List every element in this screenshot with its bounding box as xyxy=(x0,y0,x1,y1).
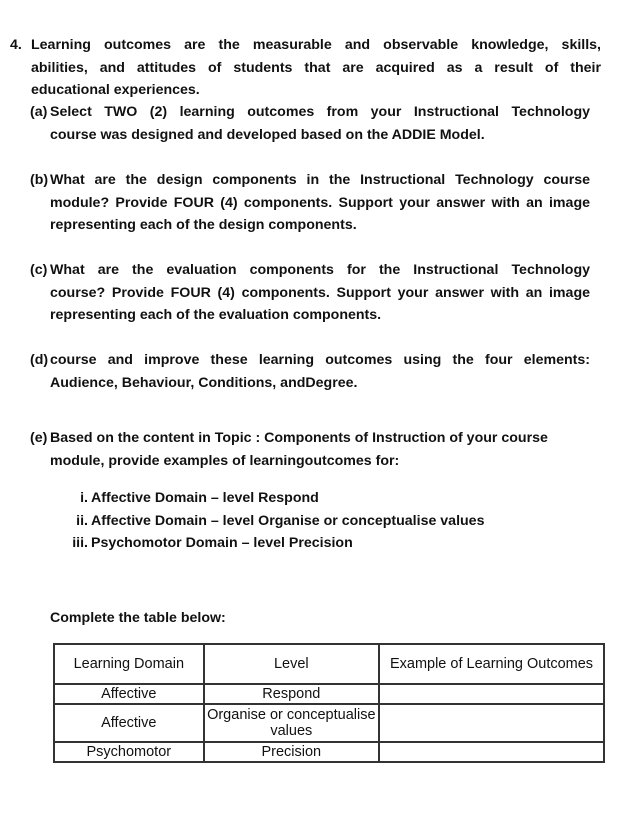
intro-line: Learning outcomes are the measurable and observable knowledge, skills, xyxy=(31,37,601,53)
part-label: (e) xyxy=(30,430,48,446)
roman-numeral: ii. xyxy=(76,513,88,529)
cell-level: Organise or conceptualise values xyxy=(204,704,379,742)
cell-domain: Affective xyxy=(54,704,204,742)
part-label: (d) xyxy=(30,352,49,368)
table-header-row xyxy=(54,644,604,684)
part-line: Select TWO (2) learning outcomes from your Instructional Technology xyxy=(50,104,590,120)
part-line: representing each of the design components. xyxy=(50,217,357,233)
cell-level: Respond xyxy=(204,684,379,704)
part-label: (b) xyxy=(30,172,49,188)
cell-example[interactable] xyxy=(379,704,604,742)
cell-example[interactable] xyxy=(379,742,604,762)
table-row xyxy=(54,704,604,742)
part-a xyxy=(30,101,590,146)
header-example: Example of Learning Outcomes xyxy=(379,644,604,684)
intro-line: abilities, and attitudes of students that are acquired as a result of their xyxy=(31,59,601,76)
part-label: (c) xyxy=(30,262,48,278)
part-b xyxy=(30,169,590,237)
header-level: Level xyxy=(204,644,379,684)
table-row xyxy=(54,742,604,762)
part-d xyxy=(30,349,590,394)
part-label: (a) xyxy=(30,104,48,120)
part-c xyxy=(30,259,590,327)
part-line: Audience, Behaviour, Conditions, andDegree. xyxy=(50,374,358,391)
roman-text: Affective Domain – level Organise or conceptualise values xyxy=(91,513,485,529)
table-instruction: Complete the table below: xyxy=(50,610,226,626)
intro-line: educational experiences. xyxy=(31,82,200,98)
part-line: What are the evaluation components for the Instructional Technology xyxy=(50,262,590,278)
part-line: representing each of the evaluation components. xyxy=(50,307,382,323)
question-number: 4. xyxy=(10,37,22,53)
header-learning-domain: Learning Domain xyxy=(54,644,204,684)
part-e xyxy=(30,427,580,472)
part-line: course? Provide FOUR (4) components. Support your answer with an image xyxy=(50,284,590,301)
cell-domain: Psychomotor xyxy=(54,742,204,762)
part-line: course and improve these learning outcomes using the four elements: xyxy=(50,352,590,368)
part-line: course was designed and developed based on the ADDIE Model. xyxy=(50,126,485,143)
cell-example[interactable] xyxy=(379,684,604,704)
cell-level: Precision xyxy=(204,742,379,762)
roman-numeral: i. xyxy=(80,490,88,506)
part-line: What are the design components in the Instructional Technology course xyxy=(50,172,590,188)
roman-text: Psychomotor Domain – level Precision xyxy=(91,535,353,551)
table-row xyxy=(54,684,604,704)
outcomes-table xyxy=(53,643,605,763)
cell-domain: Affective xyxy=(54,684,204,704)
roman-text: Affective Domain – level Respond xyxy=(91,490,319,506)
question-intro xyxy=(31,34,601,102)
part-line: module? Provide FOUR (4) components. Support your answer with an image xyxy=(50,194,590,211)
part-line: module, provide examples of learningoutcomes for: xyxy=(50,452,400,469)
part-line: Based on the content in Topic : Components of Instruction of your course xyxy=(50,430,548,446)
roman-numeral: iii. xyxy=(72,535,88,551)
